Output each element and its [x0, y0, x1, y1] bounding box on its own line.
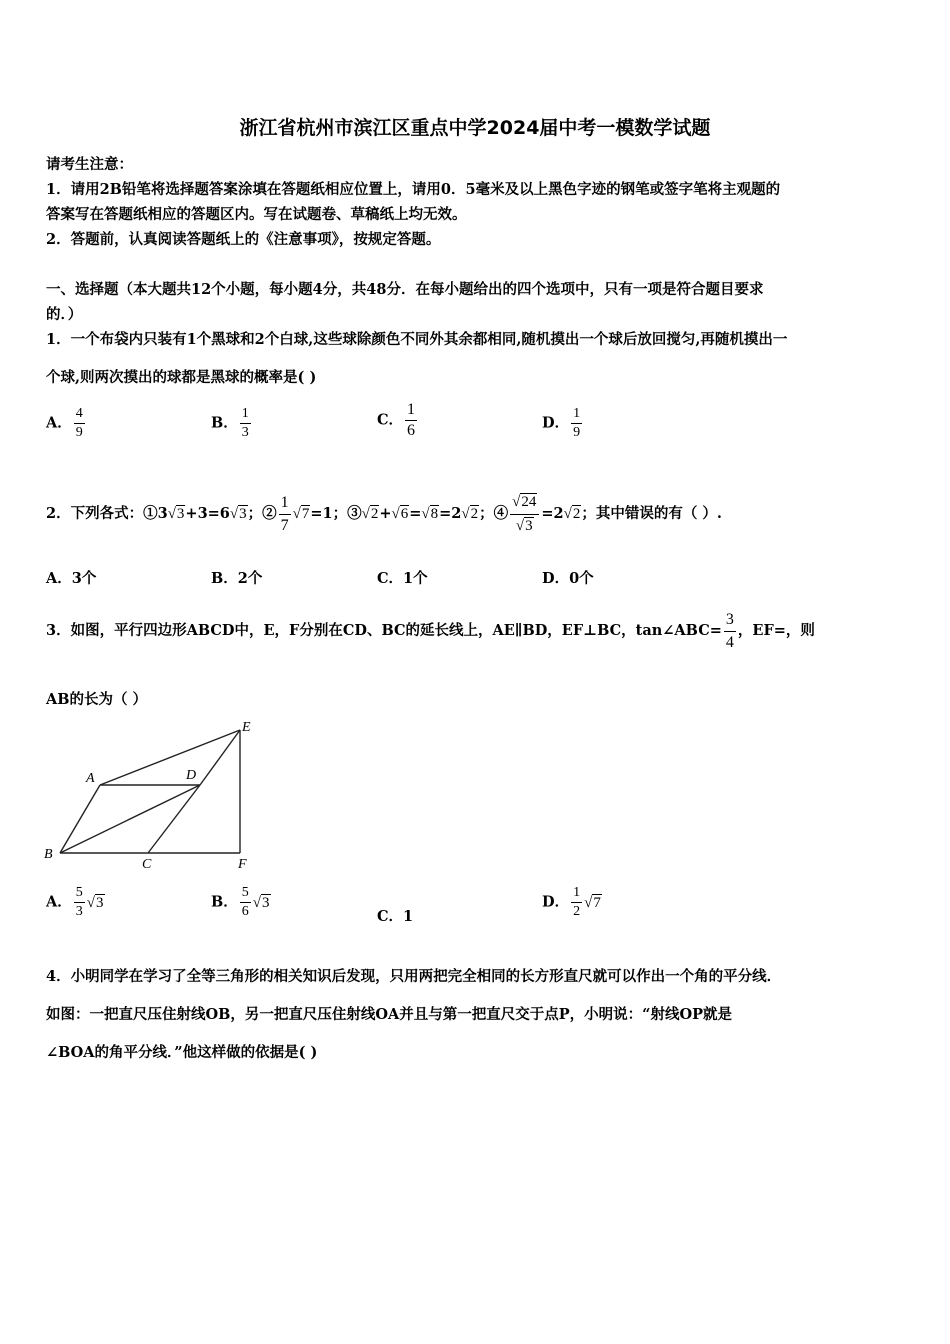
segment-ae [100, 730, 240, 785]
parallelogram-figure [40, 715, 270, 870]
segment-cd [148, 785, 200, 853]
section-heading-line-2: 的．） [46, 306, 83, 323]
label-a: A [86, 771, 95, 786]
q3-option-d[interactable]: D． $\frac{1}{2}$ √7 [542, 885, 601, 919]
q4-line-1: 4．小明同学在学习了全等三角形的相关知识后发现，只用两把完全相同的长方形直尺就可以作出一个角的平分线． [46, 968, 782, 985]
q2-statement: 2．下列各式：①3√3+3=6√3；② $\frac{1}{7}$ √7=1；③√2+√6=√8=2√2；④ $\frac{√24}{√3}$ =2√2；其中错误的有（ ）. [46, 484, 722, 544]
notice-line-1a: 1．请用2B铅笔将选择题答案涂填在答题纸相应位置上，请用0．5毫米及以上黑色字迹的钢笔或签字笔将主观题的 [46, 181, 781, 198]
q3-option-c[interactable]: C．1 [377, 908, 414, 925]
q3-option-b[interactable]: B． $\frac{5}{6}$ √3 [211, 885, 270, 919]
q3-line-2: AB的长为（ ） [46, 691, 148, 708]
q1-line-2: 个球,则两次摸出的球都是黑球的概率是( ) [46, 369, 317, 386]
q2-option-a[interactable]: A．3个 [46, 570, 97, 587]
notice-line-1b: 答案写在答题纸相应的答题区内。写在试题卷、草稿纸上均无效。 [46, 206, 467, 223]
section-heading-line-1: 一、选择题（本大题共12个小题，每小题4分，共48分．在每小题给出的四个选项中，只有一项是符合题目要求 [46, 281, 764, 298]
page-title: 浙江省杭州市滨江区重点中学2024届中考一模数学试题 [239, 117, 711, 139]
q1-option-d[interactable]: D． $\frac{1}{9}$ [542, 406, 581, 440]
q1-option-c[interactable]: C． $\frac{1}{6}$ [377, 401, 416, 439]
q2-option-d[interactable]: D．0个 [542, 570, 594, 587]
q1-line-1: 1．一个布袋内只装有1个黑球和2个白球,这些球除颜色不同外其余都相同,随机摸出一个球后放回搅匀,再随机摸出一 [46, 331, 788, 348]
q4-line-2: 如图：一把直尺压住射线OB，另一把直尺压住射线OA并且与第一把直尺交于点P，小明说：“射线OP就是 [46, 1006, 733, 1023]
label-c: C [142, 857, 152, 870]
q3-option-a[interactable]: A． $\frac{5}{3}$ √3 [46, 885, 104, 919]
q4-line-3: ∠BOA的角平分线．”他这样做的依据是( ) [46, 1044, 318, 1061]
q2-option-c[interactable]: C．1个 [377, 570, 428, 587]
segment-bd [60, 785, 200, 853]
label-f: F [238, 857, 247, 870]
label-e: E [242, 720, 251, 735]
label-b: B [44, 847, 53, 862]
label-d: D [186, 768, 197, 783]
notice-heading: 请考生注意： [46, 156, 133, 173]
q2-option-b[interactable]: B．2个 [211, 570, 263, 587]
q3-line-1: 3．如图，平行四边形ABCD中，E，F分别在CD、BC的延长线上，AE∥BD，EF⊥BC，tan∠ABC= $\frac{3}{4}$ ，EF=，则 [46, 600, 815, 662]
q1-option-a[interactable]: A． $\frac{4}{9}$ [46, 406, 83, 440]
q1-option-b[interactable]: B． $\frac{1}{3}$ [211, 406, 249, 440]
notice-line-2: 2．答题前，认真阅读答题纸上的《注意事项》，按规定答题。 [46, 231, 441, 248]
